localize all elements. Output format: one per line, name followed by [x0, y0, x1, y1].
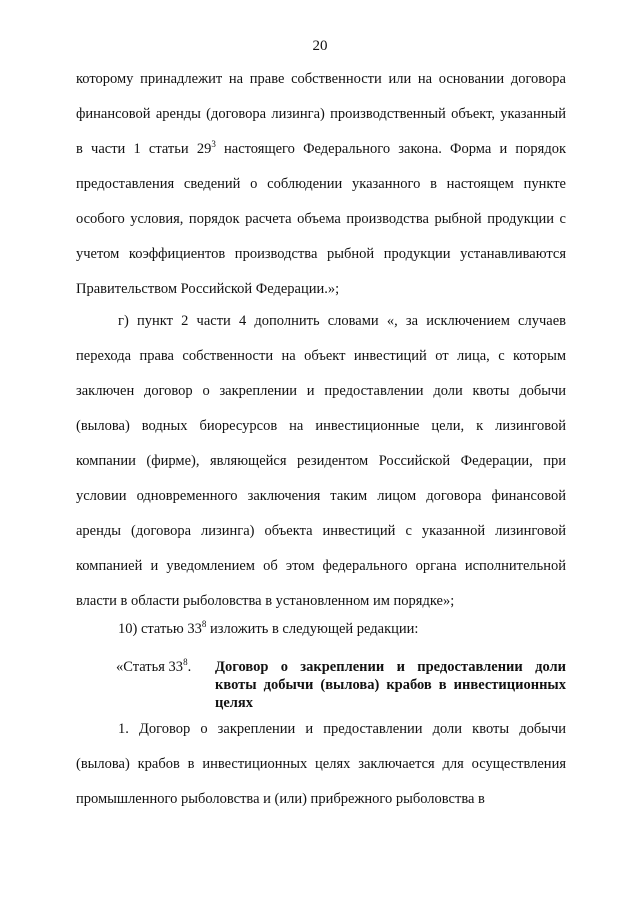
paragraph-item-10 — [76, 612, 566, 647]
paragraph-item-g: г) пункт 2 части 4 дополнить словами «, за исключением случаев перехода права собственности на объект инвестиций от лица, с которым заключен договор о закреплении и предоставлении доли квоты добычи (вылова) водных биоресурсов на инвестиционные цели, к лизинговой компании (фирме), являющейся резидентом Российской Федерации, при условии одновременного заключения таким лицом договора финансовой аренды (договора лизинга) объекта инвестиций с указанной лизинговой компанией и уведомлением об этом федерального органа исполнительной власти в области рыболовства в установленном им порядке»; — [76, 313, 566, 609]
article-title: Договор о закреплении и предоставлении доли квоты добычи (вылова) крабов в инвестиционных целях — [215, 659, 566, 711]
superscript: 3 — [211, 139, 216, 150]
paragraph-point-1: 1. Договор о закреплении и предоставлении доли квоты добычи (вылова) крабов в инвестиционных целях заключается для осуществления промышленного рыболовства и (или) прибрежного рыболовства в — [76, 721, 566, 807]
article-heading — [116, 658, 566, 712]
page-number: 20 — [312, 38, 328, 54]
article-prefix-text: «Статья 33 — [116, 659, 184, 675]
superscript: 8 — [183, 657, 188, 668]
article-dot: . — [187, 659, 192, 675]
superscript: 8 — [201, 619, 207, 630]
paragraph-text: изложить в следующей редакции: — [206, 621, 419, 637]
paragraph-continuation — [76, 62, 566, 307]
paragraph-text: которому принадлежит на праве собственности или на основании договора финансовой аренды (договора лизинга) производственный объект, указанный в части 1 статьи 29 — [76, 71, 566, 157]
paragraph-text: настоящего Федерального закона. Форма и порядок предоставления сведений о соблюдении указанного в настоящем пункте особого условия, порядок расчета объема производства рыбной продукции с учетом коэффициентов производства рыбной продукции устанавливаются Правительством Российской Федерации.»; — [76, 141, 567, 297]
article-number — [116, 659, 191, 675]
paragraph-text: 10) статью 33 — [118, 621, 202, 637]
